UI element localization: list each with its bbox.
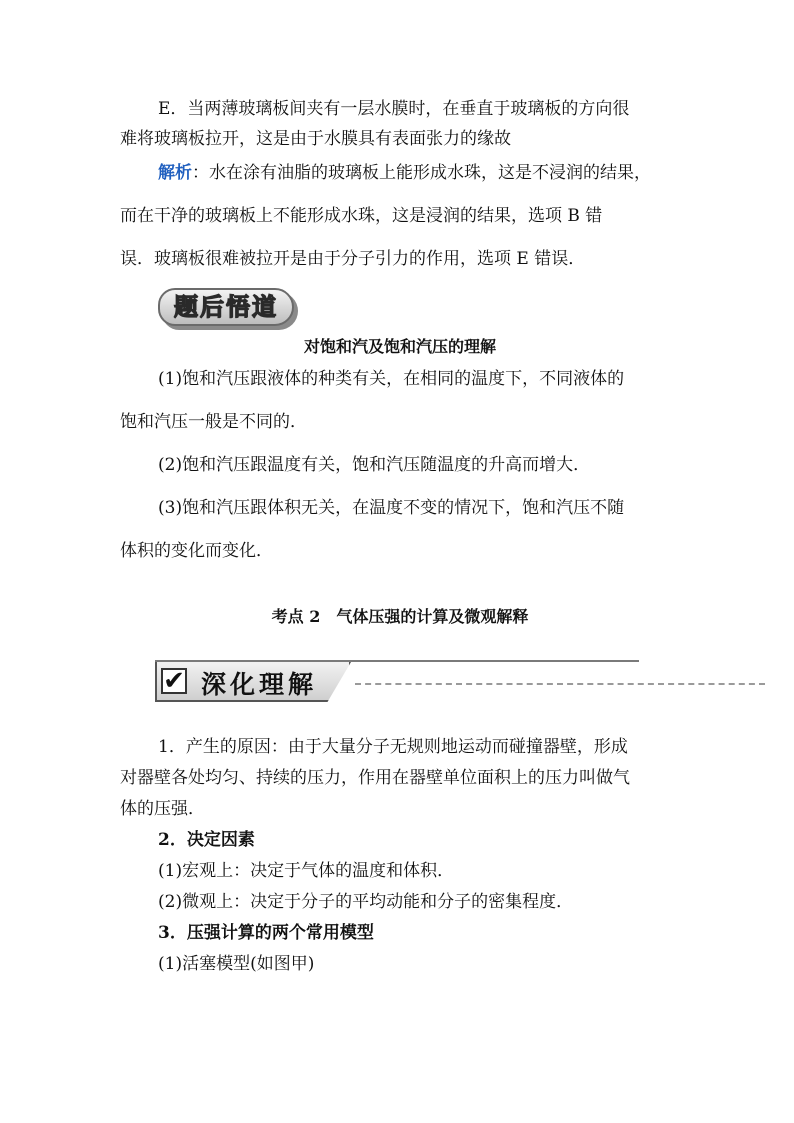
saturation-item-3-line-1: (3)饱和汽压跟体积无关，在温度不变的情况下，饱和汽压不随: [158, 498, 625, 518]
content-p1-line-3: 体的压强．: [120, 799, 205, 819]
saturation-title: 对饱和汽及饱和汽压的理解: [303, 337, 496, 356]
saturation-item-1-line-1: (1)饱和汽压跟液体的种类有关，在相同的温度下，不同液体的: [158, 369, 625, 389]
option-e-paragraph: [120, 94, 680, 154]
content-p2-item-1: (1)宏观上：决定于气体的温度和体积．: [158, 861, 455, 881]
content-p3-heading: 3．压强计算的两个常用模型: [158, 923, 374, 943]
tip-banner: [158, 288, 294, 326]
option-e-line-2: 难将玻璃板拉开，这是由于水膜具有表面张力的缘故: [120, 129, 511, 149]
pressure-content: [120, 732, 680, 980]
analysis-line-3: 误．玻璃板很难被拉开是由于分子引力的作用，选项 E 错误．: [120, 249, 586, 269]
saturation-item-2: (2)饱和汽压跟温度有关，饱和汽压随温度的升高而增大．: [158, 455, 591, 475]
deep-banner-text: 深化理解: [201, 670, 318, 699]
analysis-paragraph: [120, 152, 680, 281]
analysis-line-1: [120, 152, 680, 195]
saturation-item-1-line-2: 饱和汽压一般是不同的．: [120, 412, 307, 432]
content-p2-heading: 2．决定因素: [158, 830, 255, 850]
analysis-line-2: 而在干净的玻璃板上不能形成水珠，这是浸润的结果，选项 B 错: [120, 206, 603, 226]
content-p3-item-1: (1)活塞模型(如图甲): [158, 954, 315, 974]
deep-understanding-banner: [155, 660, 639, 706]
analysis-line-1-text: ：水在涂有油脂的玻璃板上能形成水珠，这是不浸润的结果，: [192, 163, 651, 183]
option-e-line-1: E．当两薄玻璃板间夹有一层水膜时，在垂直于玻璃板的方向很: [158, 99, 630, 119]
analysis-label: 解析: [158, 163, 192, 183]
content-p1-line-1-text: 1．产生的原因：由于大量分子无规则地运动而碰撞器壁，形成: [158, 737, 628, 757]
check-icon: ✔: [161, 668, 187, 694]
saturation-list: [120, 358, 680, 573]
content-p1-line-1: [120, 732, 680, 763]
banner-top-line: [155, 660, 639, 662]
banner-dashed-line: [355, 683, 765, 685]
content-p1-line-2: 对器壁各处均匀、持续的压力，作用在器壁单位面积上的压力叫做气: [120, 768, 630, 788]
section-title: 考点 2 气体压强的计算及微观解释: [271, 607, 529, 626]
saturation-item-3-line-2: 体积的变化而变化．: [120, 541, 273, 561]
tip-banner-text: 题后悟道: [174, 293, 278, 321]
content-p2-item-2: (2)微观上：决定于分子的平均动能和分子的密集程度．: [158, 892, 574, 912]
